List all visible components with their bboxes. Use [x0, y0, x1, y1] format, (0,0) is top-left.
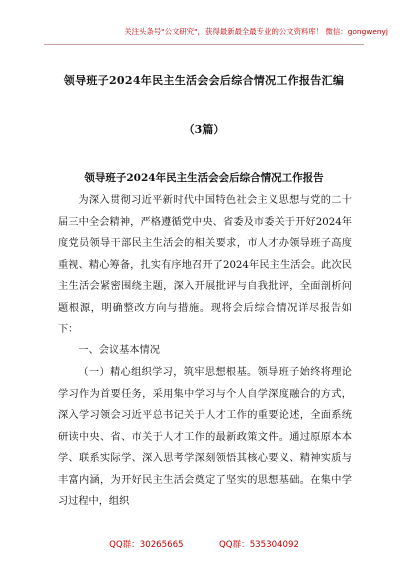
footer-qq-right: QQ群：535304092 [219, 540, 299, 550]
header-banner: 关注头条号"公文研究"，获得最新最全最专业的公文资料库！ 微信：gongwenyj [124, 27, 388, 36]
document-title: 领导班子2024年民主生活会会后综合情况工作报告汇编 [63, 74, 345, 87]
document-subtitle: （3篇） [183, 123, 225, 136]
paragraph-study: （一）精心组织学习，筑牢思想根基。领导班子始终将理论学习作为首要任务，采用集中学习与个人自学深度融合的方式，深入学习领会习近平总书记关于人才工作的重要论述，全面系统研读中央、省、市关于人才工作的最新政策文件。通过原原本本学、联系实际学、深入思考学深刻领悟其核心要义、精神实质与丰富内涵，为开好民主生活会奠定了坚实的思想基础。在集中学习过程中，组织 [58, 367, 352, 507]
paragraph-intro: 为深入贯彻习近平新时代中国特色社会主义思想与党的二十届三中全会精神，严格遵循党中央、省委及市委关于开好2024年度党员领导干部民主生活会的相关要求，市人才办领导班子高度重视、精心筹备，扎实有序地召开了2024年民主生活会。此次民主生活会紧密围绕主题，深入开展批评与自我批评，全面剖析问题根源，明确整改方向与措施。现将会后综合情况详尽报告如下： [58, 195, 352, 335]
footer-qq-left: QQ群：30265665 [109, 540, 184, 550]
section-title: 领导班子2024年民主生活会会后综合情况工作报告 [84, 172, 324, 184]
footer [0, 538, 408, 550]
heading-meeting-overview: 一、会议基本情况 [78, 345, 160, 356]
header-divider [44, 44, 364, 45]
